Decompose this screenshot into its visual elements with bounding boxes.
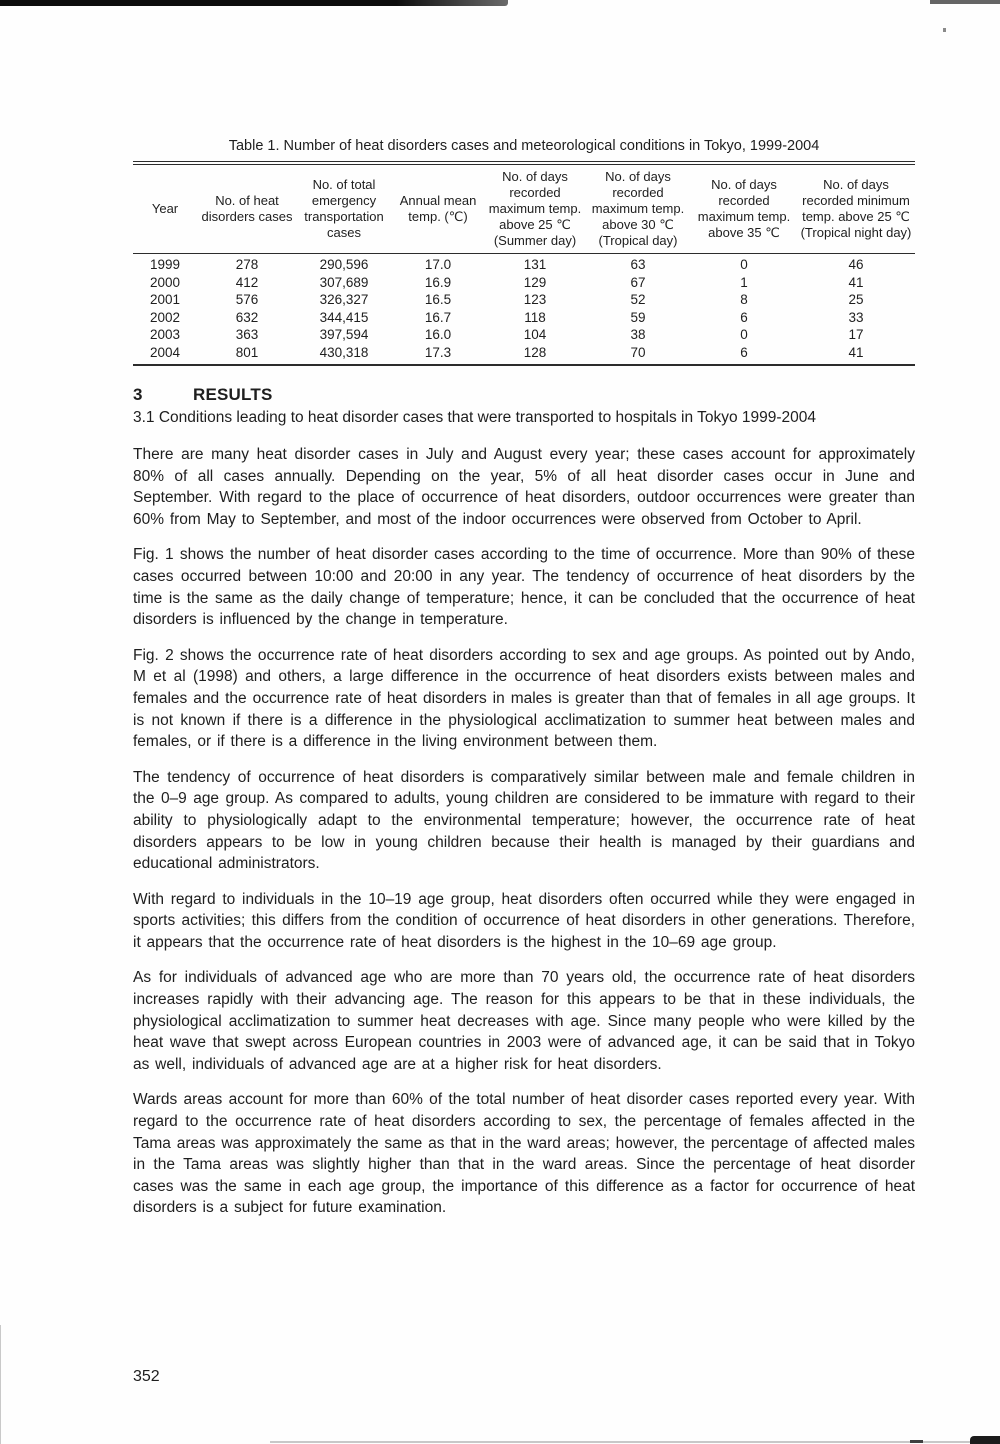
paragraph: The tendency of occurrence of heat disorders is comparatively similar between male and female children in the 0–9 age group. As compared to adults, young children are considered to be immature with regard to their ability to physiologically adapt to the environmental temperature; however, the occurrence rate of heat disorders appears to be low in young children because their health is managed by their guardians and educational administrators. [133,768,915,873]
table-cell: 25 [848,292,864,307]
table-cell: 59 [630,309,646,325]
table-cell: 123 [523,292,547,307]
scan-artifact-bottom-line [270,1441,1000,1443]
table-cell: 16.5 [424,292,452,307]
paragraph: Fig. 2 shows the occurrence rate of heat disorders according to sex and age groups. As pointed out by Ando, M et al (1998) and others, a large difference in the occurrence of heat disorders exists between males and females and the occurrence rate of heat disorders in males is greater than that of females in all age groups. It is not known if there is a difference in the physiological acclimatization to summer heat between males and females, or if there is a difference in the living environment between them. [133,646,915,751]
table-row [133,274,915,292]
table-cell: 131 [523,257,547,272]
paragraphs [133,444,915,1219]
table-cell: 46 [848,257,864,272]
table-row [133,327,915,345]
table-cell: 363 [235,327,259,342]
table-cell: 0 [740,257,748,272]
table-row [133,309,915,327]
paragraph: With regard to individuals in the 10–19 age group, heat disorders often occurred while they were engaged in sports activities; this differs from the condition of occurrence of heat disorders in other generations. Therefore, it appears that the occurrence rate of heat disorders is the highest in the 10–69 age group. [133,890,915,951]
table-cell: 326,327 [319,292,369,307]
table-cell: 2000 [149,274,181,290]
column-header-emergency-cases: No. of total emergency transportation cases [297,163,391,254]
table-cell: 2001 [149,292,181,307]
table-cell: 41 [848,344,864,360]
page-content [133,138,915,1233]
table-cell: 0 [740,327,748,342]
table-cell: 632 [235,309,259,325]
table-cell: 430,318 [319,344,369,360]
table-cell: 801 [235,344,259,360]
table-cell: 2002 [149,309,181,325]
table-cell: 397,594 [319,327,369,342]
table-cell: 290,596 [319,257,369,272]
table-row [133,292,915,310]
table-cell: 6 [740,309,748,325]
table-cell: 17.0 [424,257,452,272]
table-cell: 412 [235,274,259,290]
table-header-row [133,163,915,254]
column-header-annual-mean-temp: Annual mean temp. (℃) [391,163,485,254]
table-cell: 307,689 [319,274,369,290]
table-row [133,344,915,365]
table-cell: 16.9 [424,274,452,290]
table-cell: 2003 [149,327,181,342]
section-number: 3 [133,385,143,404]
table-body [133,254,915,366]
column-header-heat-cases: No. of heat disorders cases [197,163,297,254]
table-cell: 278 [235,257,259,272]
scan-artifact-bottom-dash [910,1440,923,1443]
scan-artifact-top-left [0,0,508,6]
table-cell: 16.7 [424,309,452,325]
table-cell: 41 [848,274,864,290]
table-cell: 38 [630,327,646,342]
table-cell: 8 [740,292,748,307]
table-cell: 17.3 [424,344,452,360]
table-1 [133,161,915,366]
paragraph: Fig. 1 shows the number of heat disorder cases according to the time of occurrence. More than 90% of these cases occurred between 10:00 and 20:00 in any year. The tendency of occurrence of heat disorders by the time is the same as the daily change of temperature; hence, it can be concluded that the occurrence of heat disorders is influenced by the change in temperature. [133,546,915,629]
table-cell: 129 [523,274,547,290]
column-header-tropical-night: No. of days recorded minimum temp. above 25 ℃ (Tropical night day) [797,163,915,254]
column-header-year: Year [133,163,197,254]
table-cell: 576 [235,292,259,307]
scan-artifact-bottom-corner [970,1436,1000,1444]
table-cell: 16.0 [424,327,452,342]
table-cell: 63 [630,257,646,272]
table-cell: 118 [524,309,546,325]
table-cell: 2004 [149,344,181,360]
section-heading [133,385,915,405]
table-cell: 33 [848,309,864,325]
table-cell: 67 [630,274,646,290]
paragraph: As for individuals of advanced age who are more than 70 years old, the occurrence rate of heat disorders increases rapidly with their advancing age. The reason for this appears to be that in these individuals, the physiological acclimatization to summer heat decreases with age. Since many people who were killed by the heat wave that swept across European countries in 2003 were of advanced age, it can be said that in Tokyo as well, individuals of advanced age are at a higher risk for heat disorders. [133,969,915,1073]
table-header [133,163,915,254]
table-cell: 1999 [149,257,181,272]
table-caption: Table 1. Number of heat disorders cases and meteorological conditions in Tokyo, 1999-2004 [228,138,820,154]
scan-artifact-top-right [930,0,1000,4]
section-subheading: 3.1 Conditions leading to heat disorder cases that were transported to hospitals in Tokyo 1999-2004 [133,409,817,426]
table-cell: 104 [523,327,547,342]
table-cell: 17 [848,327,864,342]
scan-artifact-speck [943,28,946,32]
table-cell: 344,415 [319,309,369,325]
column-header-days-above-35: No. of days recorded maximum temp. above 35 ℃ [691,163,797,254]
table-cell: 70 [630,344,646,360]
paragraph: Wards areas account for more than 60% of the total number of heat disorder cases reported every year. With regard to the occurrence rate of heat disorders according to sex, the percentage of females affected in the Tama areas was approximately the same as that in the ward areas; however, the percentage of affected males in the Tama areas was slightly higher than that in the ward areas. Since the percentage of heat disorder cases was the same in each age group, the importance of this difference as a factor for occurrence of heat disorders is a subject for future examination. [133,1091,915,1217]
table-cell: 1 [740,274,748,290]
column-header-days-above-30: No. of days recorded maximum temp. above 30 ℃ (Tropical day) [585,163,691,254]
table-cell: 52 [630,292,646,307]
scan-artifact-left-edge [0,1325,1,1444]
column-header-days-above-25: No. of days recorded maximum temp. above 25 ℃ (Summer day) [485,163,585,254]
table-cell: 6 [740,344,748,360]
section-title: RESULTS [193,385,273,404]
table-cell: 128 [523,344,547,360]
table-row [133,254,915,275]
paragraph: There are many heat disorder cases in July and August every year; these cases account for approximately 80% of all cases annually. Depending on the year, 5% of all heat disorder cases occur in June and September. With regard to the place of occurrence of heat disorders, outdoor occurrences were greater than 60% from May to September, and most of the indoor occurrences were observed from October to April. [133,446,915,528]
page-number: 352 [133,1368,160,1385]
